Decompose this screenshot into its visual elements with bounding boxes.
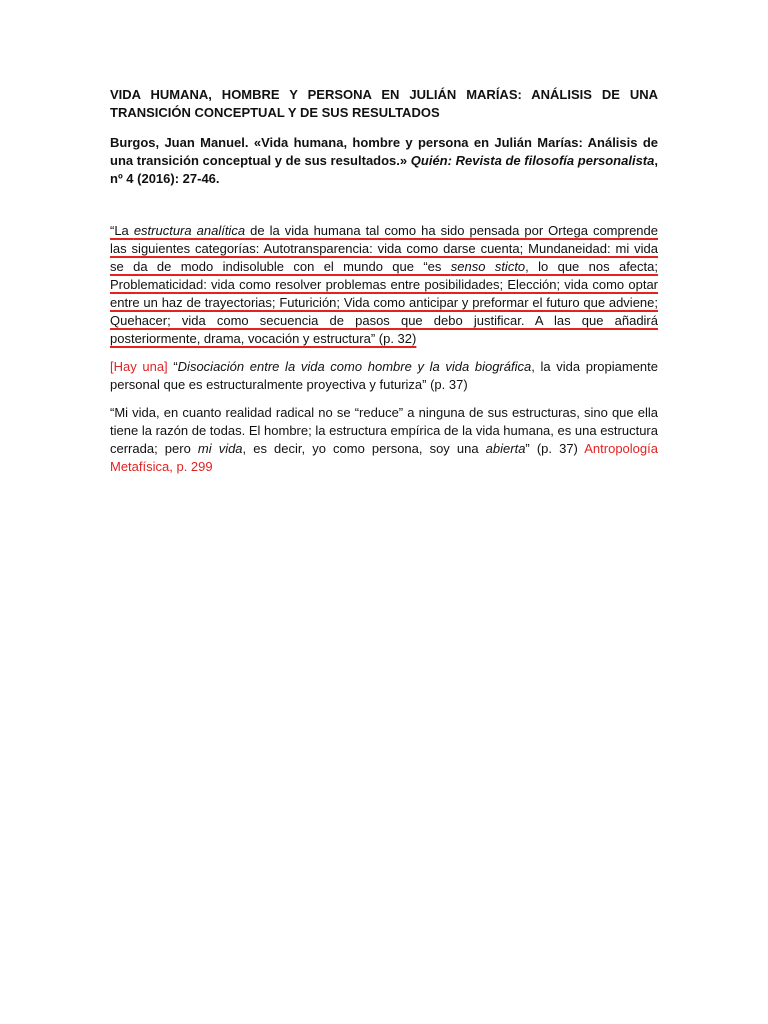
quote2-italic: Disociación entre la vida como hombre y la vida biográfica (177, 359, 532, 374)
document-page (110, 86, 658, 476)
quote1-part-a: de la vida humana tal como ha sido pensada por Ortega comprende las siguientes categorías: Autotransparencia: vida como darse cuenta; Mundaneidad: mi vida se da de modo indisoluble con el mundo que “es (110, 223, 658, 274)
citation-author-article: Burgos, Juan Manuel. «Vida humana, hombre y persona en Julián Marías: Análisis de una transición conceptual y de sus resultados.» (110, 135, 658, 168)
quote1-term-italic: estructura analítica (133, 223, 246, 238)
quote3-italic-a: mi vida (197, 441, 243, 456)
citation-journal: Quién: Revista de filosofía personalista (410, 153, 655, 168)
underlined-quote (110, 223, 658, 346)
reference-antropologia: Antropología Metafísica, p. 299 (110, 441, 658, 474)
quote3-italic-b: abierta (485, 441, 526, 456)
quote-mi-vida (110, 404, 658, 476)
quote2-open: “ (167, 359, 178, 374)
quote-structure-analytic (110, 222, 658, 348)
quote3-part-c: ” (p. 37) (525, 441, 585, 456)
quote-disociacion (110, 358, 658, 394)
quote2-rest: , la vida propiamente personal que es estructuralmente proyectiva y futuriza” (p. 37) (110, 359, 659, 392)
document-title: VIDA HUMANA, HOMBRE Y PERSONA EN JULIÁN MARÍAS: ANÁLISIS DE UNA TRANSICIÓN CONCEPTUAL Y DE SUS RESULTADOS (110, 87, 658, 120)
quote3-part-a: “Mi vida, en cuanto realidad radical no se “reduce” a ninguna de sus estructuras, sino que ella tiene la razón de todas. El hombre; la estructura empírica de la vida humana, es una estructura cerrada; pero (110, 405, 658, 456)
quote1-open: “La (110, 223, 134, 238)
bibliographic-citation (110, 134, 658, 188)
quote1-term2-italic: senso sticto (450, 259, 526, 274)
quote1-part-b: , lo que nos afecta; Problematicidad: vida como resolver problemas entre posibilidades; Elección; vida como optar entre un haz de trayectorias; Futurición; Vida como anticipar y preformar el futuro que adviene; Quehacer; vida como secuencia de pasos que debo justificar. A las que añadirá posteriormente, drama, vocación y estructura” (p. 32) (110, 259, 658, 346)
quote3-part-b: , es decir, yo como persona, soy una (242, 441, 486, 456)
citation-issue-pages: , nº 4 (2016): 27-46. (110, 153, 658, 186)
annotation-hay-una: [Hay una] (110, 359, 168, 374)
